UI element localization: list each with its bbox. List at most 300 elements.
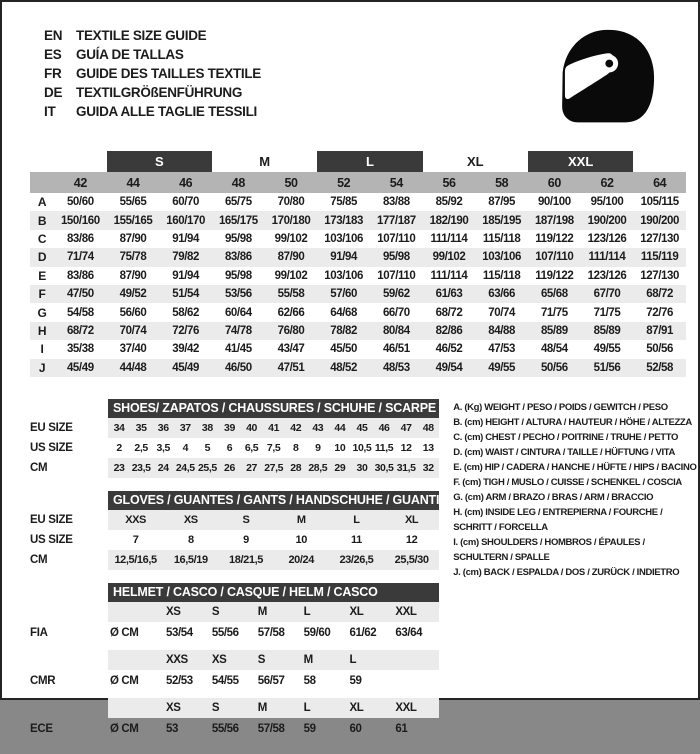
measurement-legend	[439, 399, 696, 754]
gloves-value: 12	[405, 533, 418, 546]
shoes-value: 37	[179, 421, 191, 434]
size-value: 190/200	[640, 214, 680, 227]
size-value: 87/90	[277, 251, 305, 264]
helmet-value: 57/58	[257, 723, 285, 736]
size-value: 49/52	[119, 288, 147, 301]
size-value: 87/91	[646, 324, 674, 337]
lower-area	[30, 399, 697, 754]
size-value: 95/98	[382, 251, 410, 264]
size-group-row	[30, 151, 686, 172]
size-group-spacer-right	[633, 151, 686, 172]
shoes-value: 28	[290, 461, 302, 474]
shoes-value: 27,5	[264, 461, 284, 474]
helmet-size-row	[108, 698, 439, 718]
size-value: 41/45	[224, 343, 252, 356]
helmet-value: 63/64	[395, 627, 423, 640]
size-value: 111/114	[588, 251, 626, 264]
shoes-header-spacer	[30, 399, 108, 418]
size-value: 72/76	[646, 306, 674, 319]
column-header: 46	[179, 175, 193, 190]
legend-item	[453, 445, 696, 460]
size-value: 70/80	[277, 196, 305, 209]
size-group-cell	[212, 151, 317, 172]
size-value: 155/165	[113, 214, 153, 227]
size-value: 107/110	[377, 269, 416, 282]
size-group-label-xxl: XXL	[528, 151, 633, 172]
row-label: J	[38, 360, 46, 375]
gloves-row-label: US SIZE	[30, 533, 73, 546]
shoes-row-values	[108, 458, 439, 478]
shoes-value: 4	[182, 441, 189, 454]
gloves-row-values	[108, 510, 439, 530]
helmet-rows	[30, 583, 439, 741]
size-value: 83/86	[66, 269, 94, 282]
helmet-value: 59/60	[303, 627, 331, 640]
row-label: A	[37, 195, 47, 210]
size-group-spacer-left	[30, 151, 107, 172]
language-title: TEXTILE SIZE GUIDE	[76, 28, 207, 43]
size-value: 103/106	[324, 269, 364, 282]
shoes-value: 12	[400, 441, 412, 454]
shoes-value: 43	[312, 421, 324, 434]
size-value: 82/86	[435, 324, 463, 337]
language-code: IT	[44, 104, 56, 119]
size-value: 65/75	[224, 196, 252, 209]
shoes-value: 9	[315, 441, 321, 454]
size-value: 71/75	[593, 306, 621, 319]
measure-row-b	[30, 211, 686, 229]
shoes-value: 10,5	[352, 441, 372, 454]
gloves-value: 9	[243, 533, 249, 546]
helmet-size-label: M	[257, 605, 267, 618]
size-value: 49/55	[593, 343, 621, 356]
size-value: 111/114	[430, 232, 468, 245]
shoes-value: 28,5	[308, 461, 328, 474]
column-header: 56	[442, 175, 456, 190]
shoes-value: 45	[356, 421, 368, 434]
helmet-value: 61/62	[349, 627, 377, 640]
helmet-standard-fia: FIA	[30, 627, 48, 640]
helmet-value: 53	[166, 723, 178, 736]
shoes-value: 48	[422, 421, 434, 434]
language-code: FR	[44, 66, 62, 81]
size-value: 75/78	[119, 251, 147, 264]
size-value: 35/38	[66, 343, 94, 356]
helmet-size-label: XL	[349, 605, 364, 618]
column-header: 54	[389, 175, 403, 190]
size-value: 127/130	[640, 269, 680, 282]
legend-item	[453, 490, 696, 505]
legend-line: F. (cm) TIGH / MUSLO / CUISSE / SCHENKEL / COSCIA	[453, 476, 682, 488]
size-value: 49/55	[488, 361, 516, 374]
size-value: 68/72	[66, 324, 94, 337]
gloves-value: 25,5/30	[394, 553, 429, 566]
size-value: 49/54	[435, 361, 463, 374]
legend-item	[453, 475, 696, 490]
shoes-value: 35	[135, 421, 147, 434]
column-header: 50	[284, 175, 298, 190]
gloves-header: GLOVES / GUANTES / GANTS / HANDSCHUHE / GUANTI	[108, 491, 439, 510]
size-value: 115/119	[640, 251, 679, 264]
helmet-value-row	[108, 670, 439, 693]
legend-item	[453, 565, 696, 580]
size-value: 80/84	[382, 324, 410, 337]
gloves-rows	[30, 491, 439, 570]
shoes-value: 7,5	[266, 441, 281, 454]
gloves-row-values	[108, 530, 439, 550]
size-value: 63/66	[488, 288, 516, 301]
legend-line: SCHRITT / FORCELLA	[453, 521, 548, 533]
gloves-row-values	[108, 550, 439, 570]
size-value: 46/51	[382, 343, 410, 356]
helmet-value: 52/53	[166, 675, 193, 688]
measure-row-d	[30, 248, 686, 266]
size-value: 87/90	[119, 269, 147, 282]
legend-item	[453, 430, 696, 445]
row-label: C	[37, 231, 47, 246]
column-header: 60	[547, 175, 561, 190]
size-value: 87/95	[488, 196, 516, 209]
helmet-value: 55/56	[211, 723, 239, 736]
helmet-value: 61	[395, 723, 408, 736]
row-label: I	[40, 342, 44, 357]
shoes-value: 30,5	[374, 461, 394, 474]
language-code: ES	[44, 47, 62, 62]
size-value: 85/89	[593, 324, 621, 337]
size-value: 48/53	[382, 361, 410, 374]
size-value: 85/89	[540, 324, 568, 337]
helmet-size-label: XXL	[395, 605, 417, 618]
helmet-value: 58	[303, 675, 316, 688]
helmet-size-label: M	[303, 653, 313, 666]
gloves-value: 7	[132, 533, 139, 546]
size-value: 70/74	[119, 324, 147, 337]
gloves-value: L	[353, 513, 360, 526]
legend-line: E. (cm) HIP / CADERA / HANCHE / HÜFTE / HIPS / BACINO	[453, 461, 697, 473]
shoes-value: 41	[268, 421, 280, 434]
helmet-value: 60	[349, 723, 362, 736]
gloves-value: 20/24	[288, 553, 314, 566]
helmet-unit-label: Ø CM	[110, 675, 139, 688]
helmet-size-label: S	[211, 605, 220, 618]
size-value: 37/40	[119, 343, 147, 356]
shoes-value: 11,5	[374, 441, 394, 454]
size-value: 103/106	[482, 251, 522, 264]
size-value: 54/58	[66, 306, 94, 319]
helmet-size-row-spacer	[30, 602, 108, 622]
size-value: 95/100	[590, 196, 624, 209]
size-value: 115/118	[482, 232, 521, 245]
size-value: 123/126	[587, 232, 627, 245]
size-value: 185/195	[482, 214, 522, 227]
gloves-value: S	[242, 513, 250, 526]
size-value: 173/183	[324, 214, 364, 227]
shoes-value: 24	[157, 461, 169, 474]
lower-left-tables	[30, 399, 439, 754]
size-value: 45/49	[172, 361, 200, 374]
size-value: 123/126	[587, 269, 627, 282]
gloves-header-spacer	[30, 491, 108, 510]
size-value: 85/92	[435, 196, 463, 209]
legend-line: H. (cm) INSIDE LEG / ENTREPIERNA / FOURCHE /	[453, 506, 663, 518]
size-value: 62/66	[277, 306, 305, 319]
gloves-value: 11	[351, 533, 362, 546]
gloves-value: 12,5/16,5	[114, 553, 157, 566]
size-value: 83/86	[224, 251, 252, 264]
legend-line: J. (cm) BACK / ESPALDA / DOS / ZURÜCK / INDIETRO	[453, 566, 680, 578]
helmet-value: 55/56	[211, 627, 239, 640]
helmet-size-label: XS	[166, 701, 181, 714]
language-title: GUIDA ALLE TAGLIE TESSILI	[76, 104, 257, 119]
gloves-value: 23/26,5	[339, 553, 374, 566]
helmet-value: 57/58	[257, 627, 285, 640]
shoes-value: 47	[400, 421, 412, 434]
column-header: 48	[231, 175, 245, 190]
shoes-row-label: CM	[30, 461, 48, 474]
size-value: 66/70	[382, 306, 410, 319]
size-value: 160/170	[166, 214, 206, 227]
legend-line: C. (cm) CHEST / PECHO / POITRINE / TRUHE / PETTO	[453, 431, 679, 443]
row-label: G	[37, 305, 47, 320]
helmet-section	[30, 583, 439, 741]
shoes-value: 24,5	[175, 461, 195, 474]
size-value: 60/70	[172, 196, 200, 209]
size-value: 47/53	[488, 343, 516, 356]
size-value: 47/50	[66, 288, 94, 301]
size-value: 53/56	[224, 288, 252, 301]
gloves-section	[30, 491, 439, 570]
shoes-value: 3,5	[156, 441, 170, 454]
shoes-value: 36	[157, 421, 169, 434]
helmet-size-row-spacer	[30, 698, 108, 718]
shoes-value: 23,5	[131, 461, 151, 474]
shoes-value: 30	[356, 461, 368, 474]
size-value: 170/180	[271, 214, 311, 227]
legend-item	[453, 460, 696, 475]
legend-line: A. (Kg) WEIGHT / PESO / POIDS / GEWITCH / PESO	[453, 401, 668, 413]
size-value: 99/102	[432, 251, 466, 264]
size-value: 95/98	[224, 269, 252, 282]
legend-item	[453, 415, 696, 430]
size-value: 44/48	[119, 361, 147, 374]
shoes-value: 44	[334, 421, 346, 434]
gloves-value: XS	[183, 513, 198, 526]
helmet-unit-label: Ø CM	[110, 723, 139, 736]
size-value: 58/62	[172, 306, 200, 319]
size-value: 177/187	[376, 214, 416, 227]
racing-helmet-icon	[550, 22, 662, 134]
shoes-value: 5	[204, 441, 211, 454]
shoes-value: 2	[116, 441, 122, 454]
size-value: 61/63	[435, 288, 463, 301]
helmet-size-row	[108, 650, 439, 670]
legend-item	[453, 505, 696, 535]
size-value: 70/74	[488, 306, 516, 319]
size-value: 68/72	[646, 288, 674, 301]
legend-line: I. (cm) SHOULDERS / HOMBROS / ÉPAULES /	[453, 536, 645, 548]
measure-row-i	[30, 340, 686, 358]
helmet-size-label: S	[211, 701, 220, 714]
size-value: 52/58	[646, 361, 674, 374]
size-value: 50/60	[66, 196, 94, 209]
size-value: 45/50	[330, 343, 358, 356]
helmet-size-label: XS	[211, 653, 227, 666]
helmet-header-spacer	[30, 583, 108, 602]
shoes-value: 38	[201, 421, 213, 434]
shoes-value: 46	[378, 421, 390, 434]
shoes-value: 8	[292, 441, 299, 454]
legend-line: D. (cm) WAIST / CINTURA / TAILLE / HÜFTUNG / VITA	[453, 446, 675, 458]
gloves-value: 18/21,5	[229, 553, 263, 566]
helmet-standard-ece: ECE	[30, 723, 53, 736]
size-value: 190/200	[587, 214, 627, 227]
measure-row-f	[30, 285, 686, 303]
size-group-cell	[423, 151, 528, 172]
gloves-value: 10	[295, 533, 307, 546]
helmet-size-row	[108, 602, 439, 622]
measure-row-c	[30, 230, 686, 248]
shoes-value: 10	[334, 441, 346, 454]
size-value: 83/86	[66, 232, 94, 245]
size-group-label-m: M	[259, 154, 271, 169]
shoes-value: 26	[224, 461, 235, 474]
size-value: 55/58	[277, 288, 305, 301]
shoes-header: SHOES/ ZAPATOS / CHAUSSURES / SCHUHE / SCARPE	[108, 399, 439, 418]
shoes-value: 13	[422, 441, 434, 454]
measure-row-h	[30, 322, 686, 340]
size-value: 119/122	[535, 232, 574, 245]
row-label: H	[37, 323, 47, 338]
size-value: 51/56	[593, 361, 621, 374]
size-value: 50/56	[646, 343, 674, 356]
size-value: 91/94	[172, 232, 200, 245]
gloves-value: XXS	[125, 513, 146, 526]
size-value: 60/64	[224, 306, 252, 319]
gloves-value: XL	[405, 513, 419, 526]
helmet-value-row	[108, 718, 439, 741]
size-value: 46/50	[224, 361, 252, 374]
helmet-size-label: L	[349, 653, 357, 666]
legend-item	[453, 400, 696, 415]
size-value: 39/42	[172, 343, 200, 356]
measure-row-j	[30, 359, 686, 377]
size-value: 127/130	[640, 232, 680, 245]
size-value: 83/88	[382, 196, 410, 209]
language-code: DE	[44, 85, 63, 100]
shoes-row-values	[108, 418, 439, 438]
shoes-value: 27	[246, 461, 257, 474]
gloves-value: M	[296, 513, 306, 526]
shoes-value: 2,5	[134, 441, 148, 454]
size-value: 91/94	[172, 269, 200, 282]
row-label: B	[37, 213, 47, 228]
shoes-value: 25,5	[197, 461, 217, 474]
size-value: 105/115	[640, 196, 679, 209]
helmet-size-label: S	[257, 653, 266, 666]
helmet-value: 54/55	[211, 675, 239, 688]
size-group-label-l: L	[317, 151, 422, 172]
helmet-standard-cmr: CMR	[30, 675, 56, 688]
helmet-unit-label: Ø CM	[110, 627, 139, 640]
size-value: 99/102	[274, 232, 308, 245]
shoes-value: 39	[224, 421, 235, 434]
language-title: GUIDE DES TAILLES TEXTILE	[76, 66, 262, 81]
size-value: 74/78	[224, 324, 252, 337]
size-value: 182/190	[429, 214, 469, 227]
size-value: 91/94	[330, 251, 358, 264]
legend-line: G. (cm) ARM / BRAZO / BRAS / ARM / BRACCIO	[453, 491, 654, 503]
size-value: 67/70	[593, 288, 621, 301]
column-header: 44	[126, 175, 140, 190]
shoes-value: 34	[113, 421, 125, 434]
size-value: 56/60	[119, 306, 147, 319]
shoes-value: 23	[113, 461, 125, 474]
helmet-size-label: XL	[349, 701, 364, 714]
size-value: 187/198	[534, 214, 574, 227]
size-value: 46/52	[435, 343, 463, 356]
helmet-value: 59	[349, 675, 362, 688]
legend-line: SCHULTERN / SPALLE	[453, 551, 550, 563]
size-value: 51/54	[172, 288, 200, 301]
size-value: 107/110	[377, 232, 416, 245]
size-value: 45/49	[66, 361, 94, 374]
size-value: 50/56	[540, 361, 568, 374]
size-group-label-xl: XL	[466, 154, 484, 169]
size-value: 103/106	[324, 232, 364, 245]
size-value: 111/114	[430, 269, 468, 282]
size-value: 47/51	[277, 361, 305, 374]
helmet-size-label: XS	[166, 605, 181, 618]
size-value: 65/68	[540, 288, 568, 301]
row-label: D	[37, 250, 47, 265]
helmet-size-label: M	[257, 701, 267, 714]
main-size-table	[30, 151, 686, 377]
size-group-cell	[528, 151, 633, 172]
helmet-size-label: L	[303, 605, 311, 618]
main-table-body	[30, 193, 686, 377]
size-value: 107/110	[535, 251, 574, 264]
helmet-size-row-spacer	[30, 650, 108, 670]
column-header: 64	[653, 175, 667, 190]
shoes-value: 40	[246, 421, 257, 434]
shoes-row-label: US SIZE	[30, 441, 73, 454]
helmet-size-label: XXS	[166, 653, 188, 666]
size-value: 72/76	[172, 324, 200, 337]
row-label: F	[38, 287, 46, 302]
size-group-cell	[107, 151, 212, 172]
shoes-value: 32	[422, 461, 434, 474]
column-header: 62	[600, 175, 614, 190]
size-value: 79/82	[172, 251, 200, 264]
column-header: 42	[73, 175, 87, 190]
size-value: 90/100	[537, 196, 571, 209]
shoes-section	[30, 399, 439, 478]
size-group-label-s: S	[107, 151, 212, 172]
size-group-cell	[317, 151, 422, 172]
language-title: TEXTILGRÖßENFÜHRUNG	[76, 85, 243, 100]
size-value: 68/72	[435, 306, 463, 319]
language-code: EN	[44, 28, 63, 43]
size-value: 119/122	[535, 269, 574, 282]
shoes-value: 29	[334, 461, 346, 474]
helmet-size-label: XXL	[395, 701, 417, 714]
column-header-row	[30, 172, 686, 193]
size-value: 48/54	[540, 343, 568, 356]
shoes-value: 6,5	[244, 441, 259, 454]
helmet-value: 53/54	[166, 627, 193, 640]
helmet-size-label: L	[303, 701, 311, 714]
shoes-value: 31,5	[396, 461, 416, 474]
